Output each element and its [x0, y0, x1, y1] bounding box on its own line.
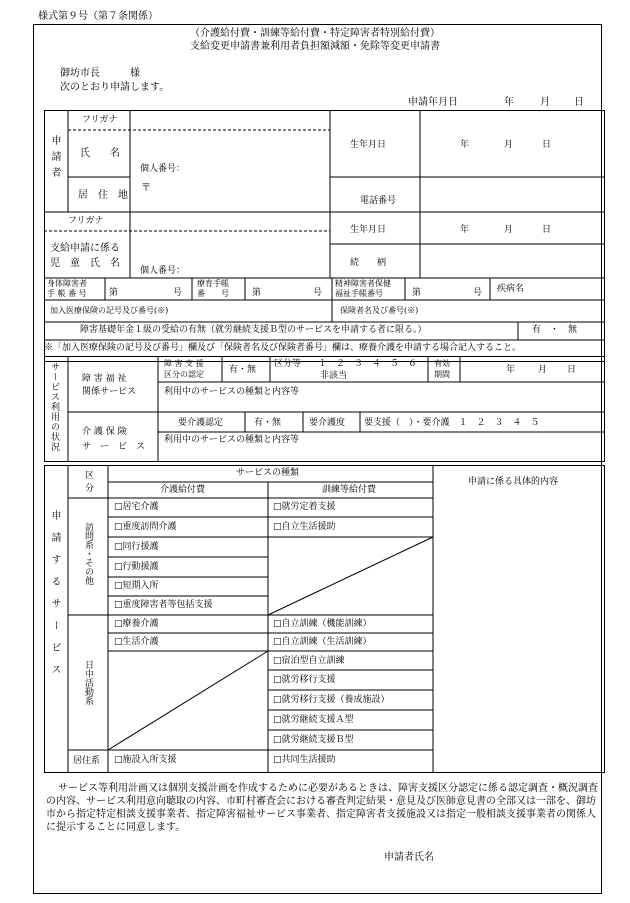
care-label-line1: 介 護 保 険: [82, 427, 127, 437]
disease-label: 疾病名: [497, 284, 525, 294]
date-unit-month: 月: [540, 97, 550, 108]
medical-insurance-label: 加入医療保険の記号及び番号(※): [50, 306, 169, 315]
service-kyotaku-kaigo[interactable]: □居宅介護: [114, 502, 159, 512]
service-seikatsu-kaigo[interactable]: □生活介護: [114, 637, 159, 647]
service-doko-engo[interactable]: □同行援護: [114, 542, 159, 552]
child-label-line1: 支給申請に係る: [50, 243, 120, 254]
child-birth-year: 年: [460, 225, 470, 235]
support-cert-yes-no[interactable]: 有・無: [229, 365, 257, 375]
class-label: 区分等: [274, 359, 302, 369]
valid-period-line1: 有効: [434, 359, 450, 368]
mental-dai: 第: [412, 288, 422, 298]
intro-text: 次のとおり申請します。: [60, 82, 170, 93]
service-jiritsu-seikatsu-enjo[interactable]: □自立生活援助: [273, 522, 336, 532]
ryoiku-line1: 療育手帳: [197, 279, 229, 288]
service-shuro-teichaku[interactable]: □就労定着支援: [273, 502, 336, 512]
care-cert-yes-no[interactable]: 有・無: [254, 418, 282, 428]
physical-dai: 第: [109, 288, 119, 298]
child-birth-label: 生年月日: [350, 225, 387, 235]
pension-question: 障害基礎年金１級の受給の有無（就労継続支援Ｂ型のサービスを申請する者に限る。）: [80, 325, 427, 335]
welfare-label-line2: 関係サービス: [82, 387, 137, 397]
page-title: 支給変更申請書兼利用者負担額減額・免除等変更申請書: [190, 41, 440, 52]
applicant-address-label: 居 住 地: [78, 190, 128, 201]
non-applicable[interactable]: 非該当: [320, 371, 348, 381]
form-subtitle: （介護給付費・訓練等給付費・特定障害者特別給付費）: [190, 28, 440, 39]
service-jiritsu-kinou[interactable]: □自立訓練（機能訓練）: [273, 619, 372, 629]
child-furigana-label: フリガナ: [68, 216, 104, 226]
service-shuro-iko-yosei[interactable]: □就労移行支援（養成施設）: [273, 695, 390, 705]
child-personal-number[interactable]: 個人番号：: [140, 266, 186, 276]
service-shuro-keizoku-b[interactable]: □就労継続支援Ｂ型: [273, 735, 354, 745]
homon-label: 訪問系・その他: [83, 522, 93, 585]
care-level-label: 要介護度: [309, 418, 346, 428]
valid-day: 日: [567, 365, 577, 375]
service-ryoyo-kaigo[interactable]: □療養介護: [114, 619, 159, 629]
kaigo-header: 介護給付費: [160, 485, 206, 495]
form-number: 様式第９号（第７条関係）: [38, 11, 158, 22]
kunren-header: 訓練等給付費: [322, 485, 377, 495]
physical-handbook-line1: 身体障害者: [47, 279, 87, 288]
detail-header: 申請に係る具体的内容: [468, 477, 559, 487]
date-unit-year: 年: [504, 97, 514, 108]
date-label: 申請年月日: [408, 97, 458, 108]
valid-year: 年: [506, 365, 516, 375]
addressee: 御坊市長 様: [60, 68, 140, 79]
kubun-label: 区分: [83, 470, 93, 496]
insurance-note: ※「加入医療保険の記号及び番号」欄及び「保険者名及び保険者番号」欄は、療養介護を申請する場合記入すること。: [44, 343, 522, 353]
mental-handbook-line2: 福祉手帳番号: [335, 289, 383, 298]
service-kodo-engo[interactable]: □行動援護: [114, 562, 159, 572]
care-cert-label: 要介護認定: [178, 418, 224, 428]
applicant-birth-year: 年: [460, 140, 470, 150]
valid-month: 月: [538, 365, 548, 375]
usage-section-label: サービス利用の状況: [49, 362, 59, 452]
service-shuro-iko[interactable]: □就労移行支援: [273, 675, 336, 685]
applicant-birth-month: 月: [504, 140, 514, 150]
signature-label: 申請者氏名: [384, 852, 434, 863]
service-jiritsu-seikatsu[interactable]: □自立訓練（生活訓練）: [273, 637, 372, 647]
welfare-label-line1: 障 害 福 祉: [82, 374, 127, 384]
mental-go: 号: [473, 288, 483, 298]
insurer-label: 保険者名及び番号(※): [340, 306, 419, 315]
care-services-label: 利用中のサービスの種類と内容等: [164, 435, 300, 445]
applicant-birth-label: 生年月日: [350, 140, 387, 150]
valid-period-line2: 期間: [434, 370, 450, 379]
child-relation-label: 続 柄: [350, 258, 387, 268]
care-label-line2: サ ー ビ ス: [82, 442, 146, 452]
welfare-services-label: 利用中のサービスの種類と内容等: [164, 387, 300, 397]
nitchu-label: 日中活動系: [83, 660, 93, 705]
ryoiku-line2: 番 号: [197, 289, 229, 298]
pension-answer[interactable]: 有 ・ 無: [532, 325, 578, 335]
date-unit-day: 日: [574, 97, 584, 108]
child-label-line2: 児 童 氏 名: [50, 258, 120, 269]
service-judo-hokatsu[interactable]: □重度障害者等包括支援: [114, 600, 213, 610]
physical-handbook-line2: 手 帳 番 号: [47, 289, 87, 298]
postal-mark: 〒: [141, 183, 151, 194]
service-kyodo-seikatsu[interactable]: □共同生活援助: [273, 755, 336, 765]
ryoiku-go: 号: [313, 288, 323, 298]
applicant-personal-number[interactable]: 個人番号：: [140, 164, 186, 174]
child-birth-month: 月: [504, 225, 514, 235]
child-birth-day: 日: [542, 225, 552, 235]
consent-text: サービス等利用計画又は個別支援計画を作成するために必要があるときは、障害支援区分認定に係る認定調査・概況調査の内容、サービス利用意向聴取の内容、市町村審査会における審査判定結果・意見及び医師意見書の全部又は一部を、御坊市から指定特定相談支援事業者、指定障害福祉サービス事業者、指定障害者支援施設又は指定一般相談支援事業者の関係人に提示することに同意します。: [46, 783, 598, 833]
physical-go: 号: [173, 288, 183, 298]
types-header: サービスの種類: [236, 468, 300, 478]
applicant-name-label: 氏 名: [80, 148, 120, 159]
service-tanki-nyusho[interactable]: □短期入所: [114, 581, 159, 591]
services-section-label: 申請するサービス: [49, 510, 60, 686]
applicant-birth-day: 日: [542, 140, 552, 150]
applicant-furigana-label: フリガナ: [82, 115, 118, 125]
care-level-options[interactable]: 要支援（ ）・要介護 １ ２ ３ ４ ５: [364, 418, 540, 428]
service-shisetsu-nyusho[interactable]: □施設入所支援: [114, 755, 177, 765]
service-shuro-keizoku-a[interactable]: □就労継続支援Ａ型: [273, 715, 354, 725]
service-judo-homon-kaigo[interactable]: □重度訪問介護: [114, 522, 177, 532]
kyoju-label: 居住系: [73, 756, 101, 766]
service-shukuhaku[interactable]: □宿泊型自立訓練: [273, 656, 345, 666]
support-cert-line1: 障 害 支 援: [164, 359, 204, 368]
ryoiku-dai: 第: [252, 288, 262, 298]
mental-handbook-line1: 精神障害者保健: [335, 279, 391, 288]
support-cert-line2: 区分の認定: [164, 370, 204, 379]
phone-label: 電話番号: [360, 196, 397, 206]
class-numbers[interactable]: １ ２ ３ ４ ５ ６: [318, 359, 418, 369]
applicant-section-label: 申請者: [49, 135, 60, 183]
